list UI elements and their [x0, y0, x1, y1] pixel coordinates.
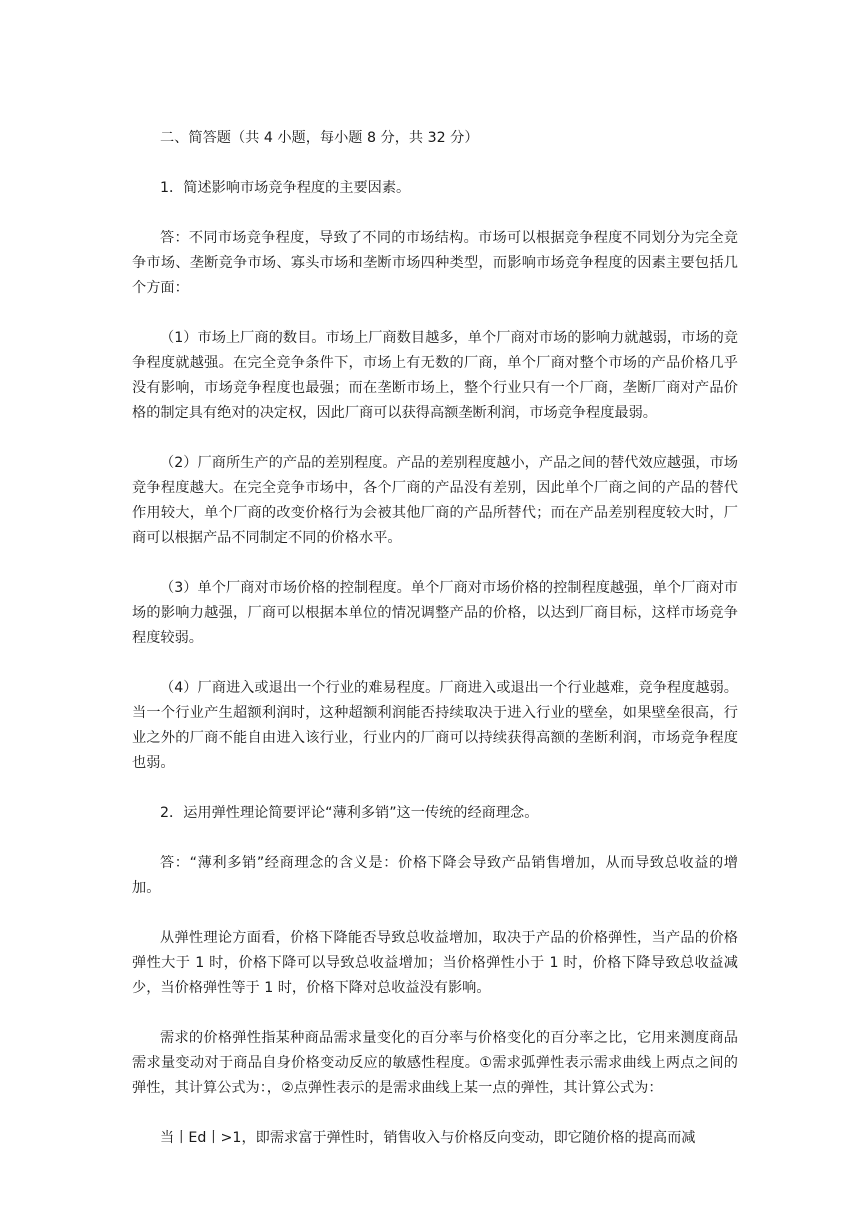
question-1: 1．简述影响市场竞争程度的主要因素。	[160, 180, 411, 196]
answer-1-point-3: （3）单个厂商对市场价格的控制程度。单个厂商对市场价格的控制程度越强，单个厂商对市场的影响力越强，厂商可以根据本单位的情况调整产品的价格，以达到厂商目标，这样市场竞争程度较弱。	[132, 580, 738, 646]
answer-2-para-2: 从弹性理论方面看，价格下降能否导致总收益增加，取决于产品的价格弹性，当产品的价格弹性大于 1 时，价格下降可以导致总收益增加；当价格弹性小于 1 时，价格下降导致总收益减少，当价格弹性等于 1 时，价格下降对总收益没有影响。	[132, 930, 738, 996]
document-body	[132, 126, 738, 1151]
answer-1-point-2: （2）厂商所生产的产品的差别程度。产品的差别程度越小，产品之间的替代效应越强，市场竞争程度越大。在完全竞争市场中，各个厂商的产品没有差别，因此单个厂商之间的产品的替代作用较大，单个厂商的改变价格行为会被其他厂商的产品所替代；而在产品差别程度较大时，厂商可以根据产品不同制定不同的价格水平。	[132, 455, 738, 546]
answer-2-para-4: 当丨Ed丨>1，即需求富于弹性时，销售收入与价格反向变动，即它随价格的提高而减	[160, 1130, 696, 1146]
answer-1-point-1: （1）市场上厂商的数目。市场上厂商数目越多，单个厂商对市场的影响力就越弱，市场的竞争程度就越强。在完全竞争条件下，市场上有无数的厂商，单个厂商对整个市场的产品价格几乎没有影响，市场竞争程度也最强；而在垄断市场上，整个行业只有一个厂商，垄断厂商对产品价格的制定具有绝对的决定权，因此厂商可以获得高额垄断利润，市场竞争程度最弱。	[132, 330, 738, 421]
answer-2-para-3: 需求的价格弹性指某种商品需求量变化的百分率与价格变化的百分率之比，它用来测度商品需求量变动对于商品自身价格变动反应的敏感性程度。①需求弧弹性表示需求曲线上两点之间的弹性，其计算公式为：，②点弹性表示的是需求曲线上某一点的弹性，其计算公式为：	[132, 1030, 738, 1096]
question-2: 2．运用弹性理论简要评论“薄利多销”这一传统的经商理念。	[160, 805, 539, 821]
answer-1-intro: 答：不同市场竞争程度，导致了不同的市场结构。市场可以根据竞争程度不同划分为完全竞争市场、垄断竞争市场、寡头市场和垄断市场四种类型，而影响市场竞争程度的因素主要包括几个方面：	[132, 230, 738, 296]
answer-2-intro: 答：“薄利多销”经商理念的含义是：价格下降会导致产品销售增加，从而导致总收益的增加。	[132, 855, 738, 896]
section-title: 二、简答题（共 4 小题，每小题 8 分，共 32 分）	[160, 130, 479, 146]
answer-1-point-4: （4）厂商进入或退出一个行业的难易程度。厂商进入或退出一个行业越难，竞争程度越弱。当一个行业产生超额利润时，这种超额利润能否持续取决于进入行业的壁垒，如果壁垒很高，行业之外的厂商不能自由进入该行业，行业内的厂商可以持续获得高额的垄断利润，市场竞争程度也弱。	[132, 680, 738, 771]
